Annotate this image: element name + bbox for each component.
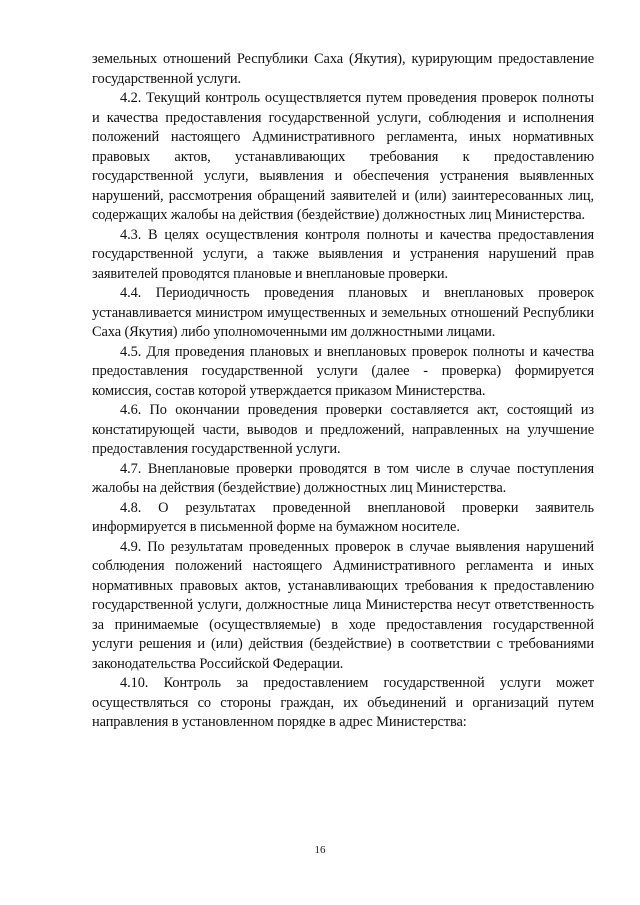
paragraph-4-4: 4.4. Периодичность проведения плановых и внеплановых проверок устанавливается министром имущественных и земельных отношений Республики Саха (Якутия) либо уполномоченными им должностными лицами. bbox=[92, 285, 594, 340]
paragraph-4-8: 4.8. О результатах проведенной внеплановой проверки заявитель информируется в письменной форме на бумажном носителе. bbox=[92, 499, 594, 535]
paragraph-4-7: 4.7. Внеплановые проверки проводятся в том числе в случае поступления жалобы на действия (бездействие) должностных лиц Министерства. bbox=[92, 460, 594, 496]
paragraph-4-6: 4.6. По окончании проведения проверки составляется акт, состоящий из констатирующей части, выводов и предложений, направленных на улучшение предоставления государственной услуги. bbox=[92, 402, 594, 457]
paragraph-continuation: земельных отношений Республики Саха (Якутия), курирующим предоставление государственной услуги. bbox=[92, 51, 594, 87]
paragraph-4-5: 4.5. Для проведения плановых и внеплановых проверок полноты и качества предоставления государственной услуги (далее - проверка) формируется комиссия, состав которой утверждается приказом Министерства. bbox=[92, 343, 594, 399]
paragraph-4-2: 4.2. Текущий контроль осуществляется путем проведения проверок полноты и качества предоставления государственной услуги, соблюдения и исполнения положений настоящего Административного регламента, иных нормативных правовых актов, устанавливающих требования к предоставлению государственной услуги, выявления и обеспечения устранения выявленных нарушений, рассмотрения обращений заявителей и (или) заинтересованных лиц, содержащих жалобы на действия (бездействие) должностных лиц Министерства. bbox=[92, 90, 594, 223]
document-body bbox=[92, 50, 594, 733]
paragraph-4-10: 4.10. Контроль за предоставлением государственной услуги может осуществляться со стороны граждан, их объединений и организаций путем направления в установленном порядке в адрес Министерства: bbox=[92, 675, 594, 730]
paragraph-4-3: 4.3. В целях осуществления контроля полноты и качества предоставления государственной услуги, а также выявления и устранения нарушений прав заявителей проводятся плановые и внеплановые проверки. bbox=[92, 226, 594, 282]
paragraph-4-9: 4.9. По результатам проведенных проверок в случае выявления нарушений соблюдения положений настоящего Административного регламента и иных нормативных правовых актов, устанавливающих требования к предоставлению государственной услуги, должностные лица Министерства несут ответственность за принимаемые (осуществляемые) в ходе предоставления государственной услуги решения и (или) действия (бездействие) в соответствии с требованиями законодательства Российской Федерации. bbox=[92, 538, 594, 672]
page-number: 16 bbox=[314, 844, 326, 856]
